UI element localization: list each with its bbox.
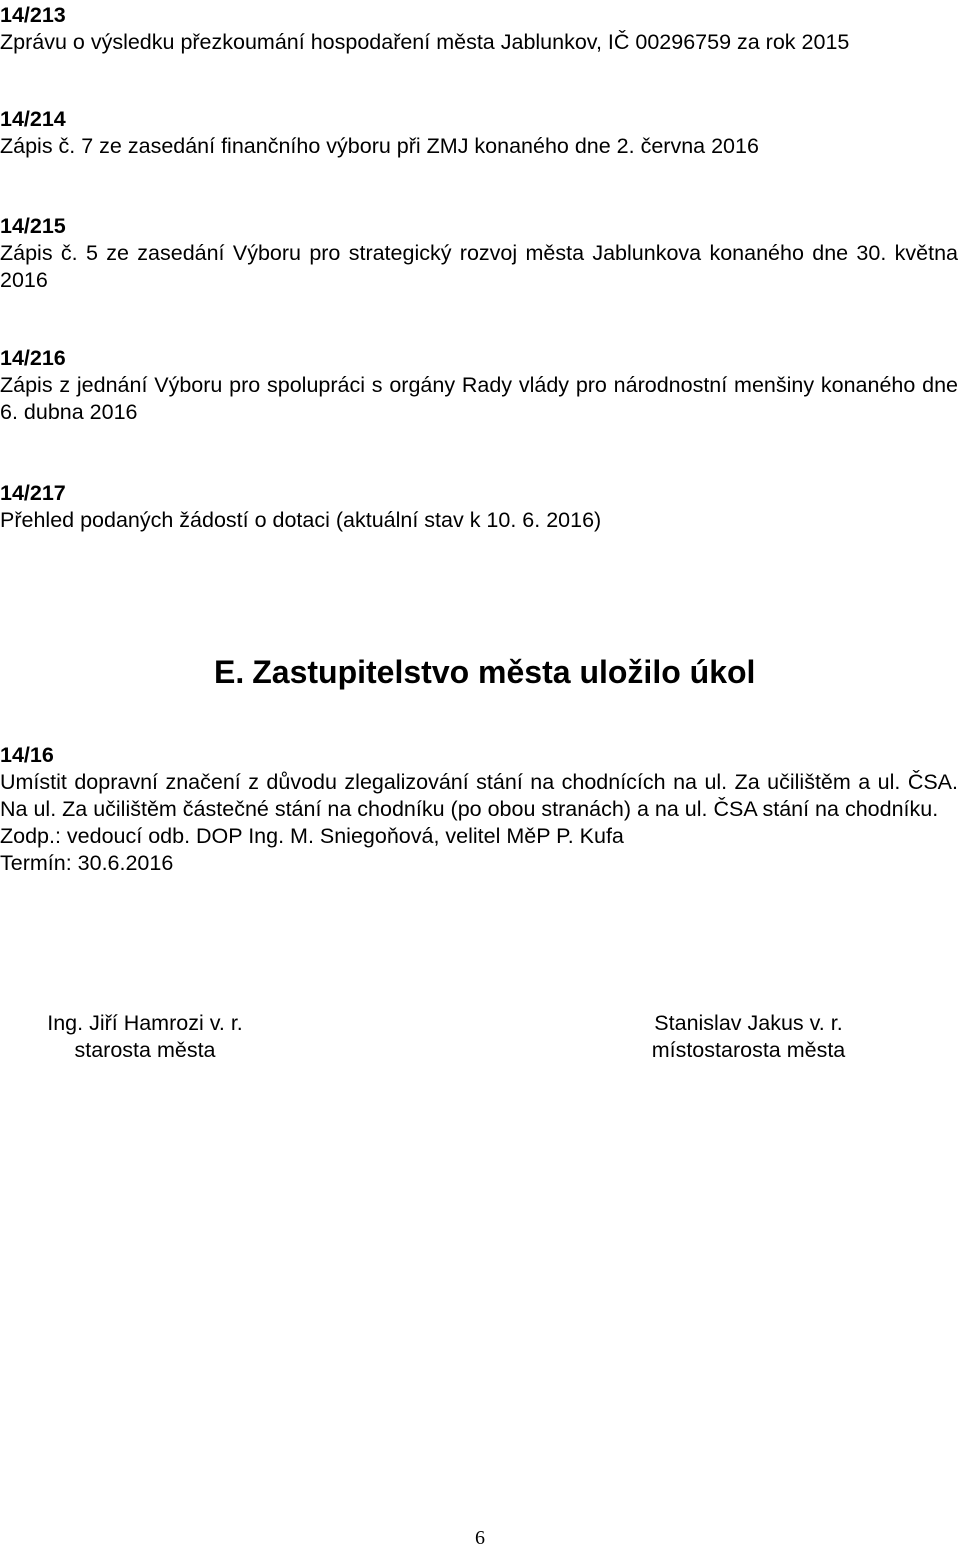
task-responsible: Zodp.: vedoucí odb. DOP Ing. M. Sniegoňová, velitel MěP P. Kufa: [0, 824, 624, 848]
resolution-text: Zápis z jednání Výboru pro spolupráci s orgány Rady vlády pro národnostní menšiny konaného dne 6. dubna 2016: [0, 373, 958, 424]
resolution-text: Zápis č. 7 ze zasedání finančního výboru při ZMJ konaného dne 2. června 2016: [0, 134, 759, 158]
signature-role: místostarosta města: [651, 1038, 846, 1062]
section-title: Zastupitelstvo města uložilo úkol: [252, 654, 756, 690]
resolution-number: 14/216: [0, 346, 66, 370]
task-deadline: Termín: 30.6.2016: [0, 851, 174, 875]
resolution-item-14-214: [0, 106, 958, 160]
signature-name: Stanislav Jakus v. r.: [654, 1011, 843, 1035]
resolution-item-14-215: [0, 213, 958, 294]
resolution-text: Zápis č. 5 ze zasedání Výboru pro strategický rozvoj města Jablunkova konaného dne 30. května 2016: [0, 241, 958, 292]
task-item-14-16: [0, 742, 958, 877]
resolution-number: 14/217: [0, 481, 66, 505]
task-number: 14/16: [0, 743, 54, 767]
section-heading: [214, 652, 755, 692]
resolution-text: Zprávu o výsledku přezkoumání hospodaření města Jablunkov, IČ 00296759 za rok 2015: [0, 30, 850, 54]
page-number: 6: [475, 1527, 485, 1549]
resolution-number: 14/214: [0, 107, 66, 131]
task-description: Umístit dopravní značení z důvodu zlegalizování stání na chodnících na ul. Za učilištěm a ul. ČSA. Na ul. Za učilištěm částečné stání na chodníku (po obou stranách) a na ul. ČSA stání na chodníku.: [0, 770, 958, 821]
signature-role: starosta města: [74, 1038, 216, 1062]
resolution-item-14-216: [0, 345, 958, 426]
resolution-item-14-213: [0, 2, 958, 56]
signature-deputy-mayor: [616, 1010, 881, 1064]
signature-name: Ing. Jiří Hamrozi v. r.: [47, 1011, 243, 1035]
section-letter: E.: [214, 654, 245, 690]
resolution-item-14-217: [0, 480, 958, 534]
resolution-number: 14/213: [0, 3, 66, 27]
resolution-number: 14/215: [0, 214, 66, 238]
resolution-text: Přehled podaných žádostí o dotaci (aktuální stav k 10. 6. 2016): [0, 508, 602, 532]
signature-mayor: [20, 1010, 270, 1064]
